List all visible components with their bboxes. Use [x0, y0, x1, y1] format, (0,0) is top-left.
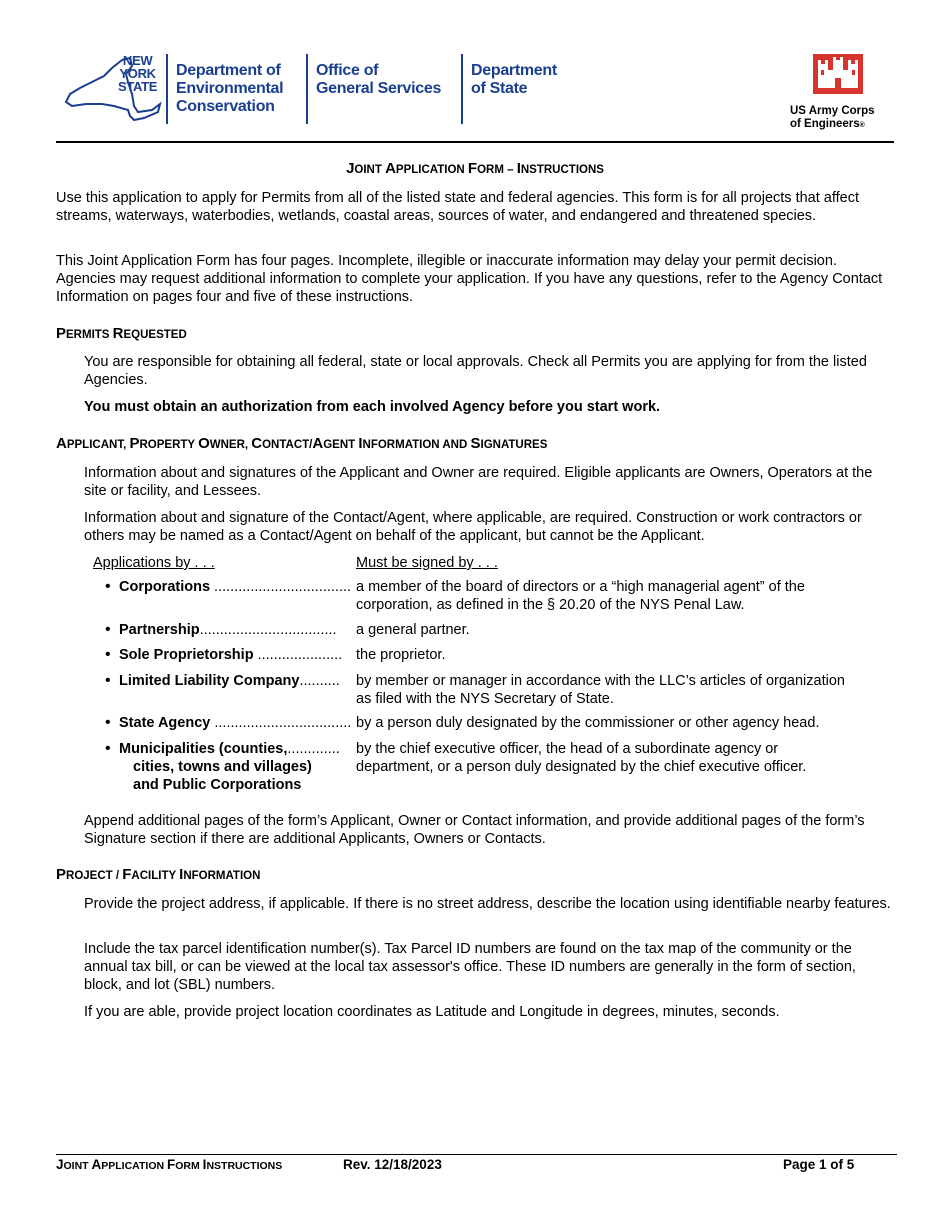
- agency-line: Department: [471, 62, 557, 79]
- signer-definition: by member or manager in accordance with the LLC’s articles of organization as filed with the NYS Secretary of State.: [356, 673, 845, 707]
- term-label: Corporations: [119, 579, 211, 595]
- applicant-paragraph: Information about and signatures of the Applicant and Owner are required. Eligible applicants are Owners, Operators at the site or facility, and Lessees.: [84, 465, 873, 499]
- registered-mark: ®: [859, 122, 865, 129]
- title-rest: OINT: [354, 164, 386, 176]
- signer-definition: a member of the board of directors or a “high managerial agent” of the corporation, as defined in the § 20.20 of the NYS Penal Law.: [356, 579, 805, 613]
- heading-rest: WNER,: [209, 439, 252, 451]
- leader-dots: .............: [287, 741, 340, 757]
- signer-term: [119, 621, 356, 639]
- usace-logo: [790, 54, 886, 132]
- signer-term: [119, 740, 356, 758]
- signer-definition: by a person duly designated by the commissioner or other agency head.: [356, 715, 820, 731]
- applicant-paragraph: Information about and signature of the Contact/Agent, where applicable, are required. Construction or work contractors or others may be named as a Contact/Agent on behalf of the applicant, but cannot be the Applicant.: [84, 510, 862, 544]
- term-label: Municipalities (counties,: [119, 741, 288, 757]
- title-cap: A: [385, 160, 396, 177]
- ny-logo-word-york: YORK: [119, 66, 156, 81]
- ny-state-logo-text: [118, 54, 157, 93]
- heading-cap: F: [122, 866, 132, 883]
- heading-cap: P: [56, 325, 67, 342]
- term-label: Limited Liability Company: [119, 673, 300, 689]
- usace-wordmark: [790, 105, 886, 132]
- heading-cap: A: [312, 435, 324, 452]
- intro-paragraph: Use this application to apply for Permits from all of the listed state and federal agencies. This form is for all projects that affect streams, waterways, waterbodies, wetlands, coastal areas, sources of water, and endangered and threatened species.: [56, 190, 859, 224]
- heading-rest: ERMITS: [66, 329, 113, 341]
- permits-paragraph: You are responsible for obtaining all federal, state or local approvals. Check all Permits you are applying for from the listed Agencies.: [84, 354, 867, 388]
- heading-cap: C: [251, 435, 263, 452]
- leader-dots: ..................................: [210, 579, 352, 595]
- project-paragraph: If you are able, provide project location coordinates as Latitude and Longitude in degrees, minutes, seconds.: [84, 1004, 780, 1020]
- usace-line: of Engineers: [790, 118, 860, 130]
- heading-rest: PPLICANT,: [66, 439, 130, 451]
- column-header-applications-by: Applications by . . .: [93, 555, 215, 571]
- signer-term-continued: and Public Corporations: [133, 777, 302, 793]
- heading-rest: IGNATURES: [480, 439, 548, 451]
- heading-cap: O: [198, 435, 210, 452]
- heading-cap: P: [56, 866, 67, 883]
- bullet-icon: •: [105, 621, 111, 638]
- ny-logo-word-state: STATE: [118, 79, 158, 94]
- footer-rest: PPLICATION: [101, 1160, 167, 1172]
- heading-rest: ROPERTY: [139, 439, 199, 451]
- heading-cap: R: [112, 325, 124, 342]
- heading-rest: GENT: [323, 439, 359, 451]
- column-header-must-be-signed-by: Must be signed by . . .: [356, 555, 498, 571]
- heading-cap: I: [179, 866, 184, 883]
- agency-line: Office of: [316, 62, 379, 79]
- leader-dots: ..........: [299, 673, 340, 689]
- heading-rest: ONTACT/: [262, 439, 313, 451]
- agency-line: of State: [471, 80, 528, 97]
- title-cap: F: [467, 160, 478, 177]
- leader-dots: .....................: [253, 647, 343, 663]
- signer-term: [119, 714, 356, 732]
- section-heading-permits: [56, 325, 187, 344]
- heading-rest: ROJECT /: [66, 870, 123, 882]
- signer-term-continued: cities, towns and villages): [133, 759, 312, 775]
- bullet-icon: •: [105, 740, 111, 757]
- title-rest: ORM –: [477, 164, 517, 176]
- signer-definition: the proprietor.: [356, 647, 446, 663]
- term-label: Sole Proprietorship: [119, 647, 254, 663]
- footer-revision: Rev. 12/18/2023: [343, 1157, 442, 1172]
- heading-rest: NFORMATION AND: [362, 439, 471, 451]
- term-label: Partnership: [119, 622, 200, 638]
- footer-cap: I: [202, 1157, 207, 1172]
- project-paragraph: Include the tax parcel identification number(s). Tax Parcel ID numbers are found on the tax map of the community or the annual tax bill, or can be viewed at the local tax assessor's office. These ID numbers are generally in the form of section, block, and lot (SBL) numbers.: [84, 941, 856, 993]
- applicant-append-paragraph: Append additional pages of the form’s Applicant, Owner or Contact information, and provide additional pages of the form’s Signature section if there are additional Applicants, Owners or Contacts.: [84, 813, 865, 847]
- header-rule: [56, 141, 894, 143]
- footer-cap: J: [56, 1157, 64, 1172]
- signer-term: [119, 578, 356, 596]
- permits-notice: You must obtain an authorization from each involved Agency before you start work.: [84, 399, 661, 415]
- footer-cap: F: [167, 1157, 176, 1172]
- header-divider: [166, 54, 168, 124]
- section-heading-project: [56, 866, 260, 885]
- header-divider: [306, 54, 308, 124]
- title-cap: I: [516, 160, 521, 177]
- usace-castle-icon: [813, 54, 863, 94]
- term-label: State Agency: [119, 715, 211, 731]
- title-cap: J: [346, 160, 355, 177]
- header-divider: [461, 54, 463, 124]
- letterhead: [56, 50, 894, 140]
- page-title: [56, 160, 894, 179]
- heading-rest: ACILITY: [131, 870, 180, 882]
- project-paragraph: Provide the project address, if applicable. If there is no street address, describe the location using identifiable nearby features.: [84, 896, 891, 912]
- bullet-icon: •: [105, 578, 111, 595]
- footer-rest: NSTRUCTIONS: [206, 1160, 283, 1172]
- footer-cap: A: [91, 1157, 102, 1172]
- section-heading-applicant: [56, 435, 547, 454]
- signer-definition: a general partner.: [356, 622, 470, 638]
- bullet-icon: •: [105, 646, 111, 663]
- heading-cap: A: [56, 435, 67, 452]
- heading-rest: EQUESTED: [123, 329, 187, 341]
- title-rest: PPLICATION: [395, 164, 468, 176]
- signer-term: [119, 646, 356, 664]
- bullet-icon: •: [105, 714, 111, 731]
- dos-agency-name: [471, 62, 557, 98]
- ogs-agency-name: [316, 62, 441, 98]
- agency-line: Conservation: [176, 98, 275, 115]
- footer-rule: [56, 1154, 897, 1155]
- footer-form-title: [56, 1156, 282, 1175]
- bullet-icon: •: [105, 672, 111, 689]
- agency-line: General Services: [316, 80, 442, 97]
- leader-dots: ..................................: [210, 715, 352, 731]
- ny-logo-word-new: NEW: [122, 53, 153, 68]
- heading-cap: I: [358, 435, 363, 452]
- leader-dots: ..................................: [199, 622, 337, 638]
- signer-definition: by the chief executive officer, the head of a subordinate agency or department, or a person duly designated by the chief executive officer.: [356, 741, 807, 775]
- usace-line: US Army Corps: [790, 105, 875, 117]
- signer-term: [119, 672, 356, 690]
- footer-rest: OINT: [63, 1160, 92, 1172]
- title-rest: NSTRUCTIONS: [520, 164, 604, 176]
- agency-line: Environmental: [176, 80, 284, 97]
- dec-agency-name: [176, 62, 283, 116]
- heading-rest: NFORMATION: [183, 870, 261, 882]
- footer-rest: ORM: [175, 1160, 203, 1172]
- agency-line: Department of: [176, 62, 281, 79]
- footer-page-number: Page 1 of 5: [783, 1157, 855, 1172]
- heading-cap: P: [129, 435, 140, 452]
- intro-paragraph: This Joint Application Form has four pages. Incomplete, illegible or inaccurate information may delay your permit decision. Agencies may request additional information to complete your application. If you have any questions, refer to the Agency Contact Information on pages four and five of these instructions.: [56, 253, 883, 305]
- heading-cap: S: [470, 435, 481, 452]
